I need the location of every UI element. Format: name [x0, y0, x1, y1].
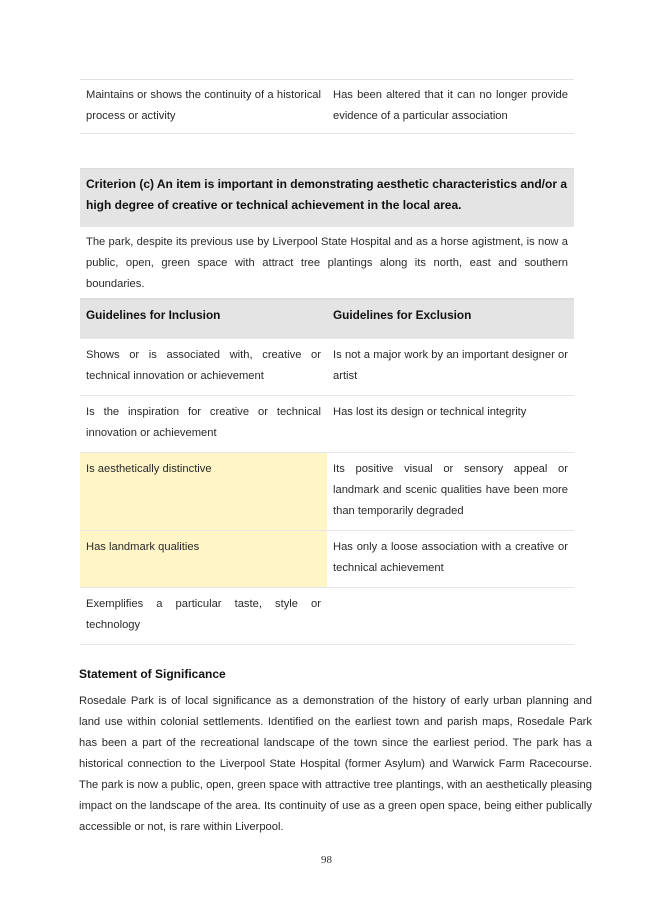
exclusion-cell: Has lost its design or technical integrity	[333, 406, 527, 418]
table-row	[80, 452, 574, 530]
table-row	[80, 587, 574, 645]
statement-body: Rosedale Park is of local significance as a demonstration of the history of early urban planning and land use within colonial settlements. Identified on the earliest town and parish maps, Rosedale Park has been a part of the recreational landscape of the town since the earliest period. The park has a historical connection to the Liverpool State Hospital (former Asylum) and Warwick Farm Racecourse. The park is now a public, open, green space with attractive tree plantings, with an aesthetically pleasing impact on the landscape of the area. Its continuity of use as a green open space, being either publically accessible or not, is rare within Liverpool.	[79, 695, 592, 833]
table-header-row	[80, 298, 574, 338]
table-row	[80, 395, 574, 452]
inclusion-cell-highlighted: Has landmark qualities	[80, 531, 327, 587]
inclusion-header: Guidelines for Inclusion	[86, 308, 221, 322]
table-row	[80, 338, 574, 395]
exclusion-cell	[327, 588, 574, 644]
page-number: 98	[321, 854, 332, 866]
inclusion-cell-highlighted: Is aesthetically distinctive	[80, 453, 327, 530]
inclusion-cell: Maintains or shows the continuity of a historical process or activity	[86, 89, 321, 122]
criterion-heading: Criterion (c) An item is important in demonstrating aesthetic characteristics and/or a high degree of creative or technical achievement in the local area.	[80, 169, 574, 227]
criterion-c-section	[80, 168, 574, 301]
exclusion-header: Guidelines for Exclusion	[333, 308, 472, 322]
table-row	[80, 80, 574, 133]
inclusion-cell: Shows or is associated with, creative or technical innovation or achievement	[86, 349, 321, 382]
statement-title: Statement of Significance	[79, 667, 226, 681]
table-row	[80, 530, 574, 587]
inclusion-cell: Is the inspiration for creative or technical innovation or achievement	[86, 406, 321, 439]
exclusion-cell: Has been altered that it can no longer provide evidence of a particular association	[333, 89, 568, 122]
inclusion-cell: Exemplifies a particular taste, style or technology	[86, 598, 321, 631]
exclusion-cell: Is not a major work by an important designer or artist	[333, 349, 568, 382]
guidelines-table	[80, 298, 574, 645]
exclusion-cell: Its positive visual or sensory appeal or landmark and scenic qualities have been more than temporarily degraded	[333, 463, 568, 517]
criterion-description: The park, despite its previous use by Liverpool State Hospital and as a horse agistment, is now a public, open, green space with attract tree plantings along its north, east and southern boundaries.	[86, 236, 568, 290]
exclusion-cell: Has only a loose association with a creative or technical achievement	[333, 541, 568, 574]
continuity-table	[80, 79, 574, 134]
